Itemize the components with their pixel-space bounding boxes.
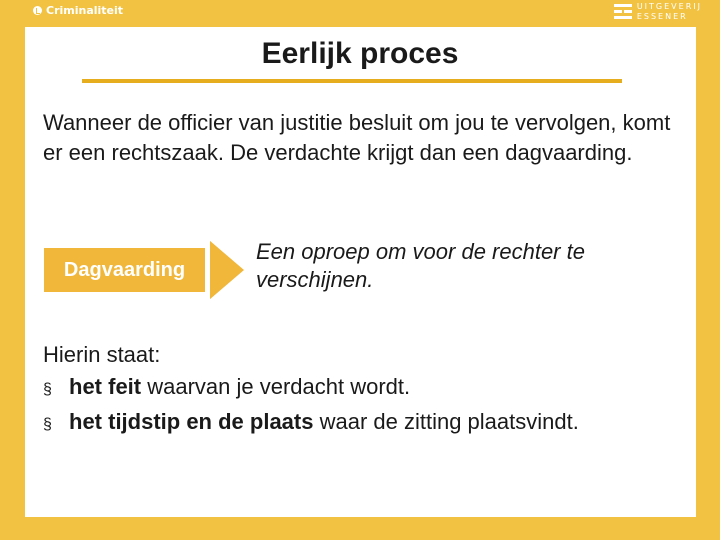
top-bar xyxy=(0,0,720,26)
intro-paragraph: Wanneer de officier van justitie besluit om jou te vervolgen, komt er een rechtszaak. De verdachte krijgt dan een dagvaarding. xyxy=(43,110,671,165)
bullet-icon: § xyxy=(43,416,52,433)
list-item-text xyxy=(69,406,579,438)
bullet-icon: § xyxy=(43,381,52,398)
publisher-line-2: ESSENER xyxy=(636,12,688,21)
list-item-text xyxy=(69,371,410,403)
list-item-rest: waar de zitting plaatsvindt. xyxy=(313,409,579,434)
section-brand xyxy=(33,4,123,17)
list-item-bold: het feit xyxy=(69,374,142,399)
publisher-logo-icon xyxy=(613,2,633,22)
list-item xyxy=(43,371,693,406)
term-definition: Een oproep om voor de rechter te verschijnen. xyxy=(256,239,585,292)
slide-title: Eerlijk proces xyxy=(261,37,459,70)
check-circle-icon xyxy=(33,6,42,15)
list-item-bold: het tijdstip en de plaats xyxy=(69,409,314,434)
publisher-line-1: UITGEVERIJ xyxy=(636,2,702,11)
chevron-right-icon xyxy=(210,241,244,299)
contents-list xyxy=(43,339,693,441)
publisher-name xyxy=(637,2,702,22)
slide-card xyxy=(25,27,696,517)
list-heading: Hierin staat: xyxy=(43,342,161,367)
section-label: Criminaliteit xyxy=(46,4,124,17)
term-box: Dagvaarding xyxy=(42,246,207,294)
list-item xyxy=(43,406,693,441)
title-underline xyxy=(82,79,622,83)
publisher-logo xyxy=(613,2,702,22)
list-item-rest: waarvan je verdacht wordt. xyxy=(141,374,411,399)
